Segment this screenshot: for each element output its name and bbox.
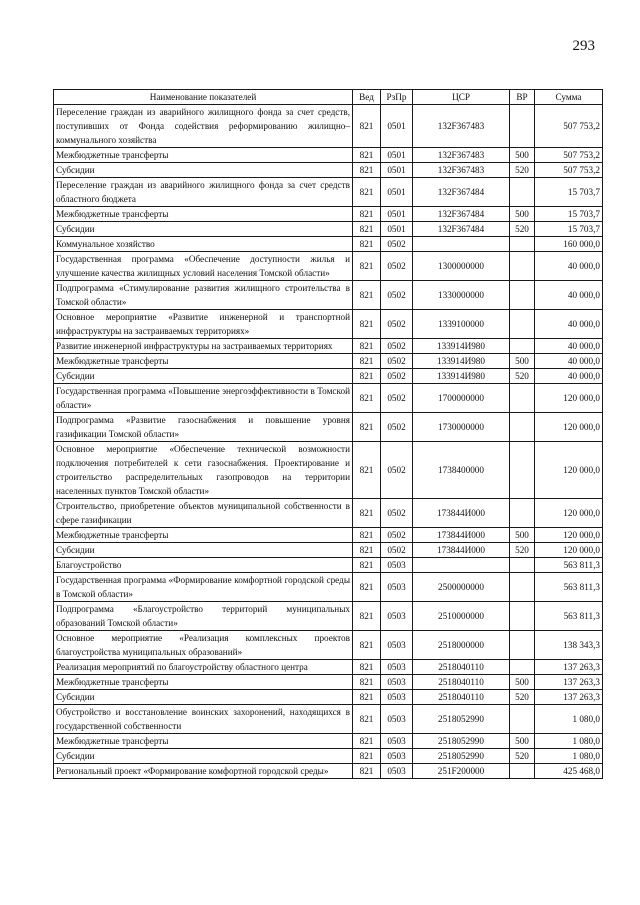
cell-name: Основное мероприятие «Обеспечение технической возможности подключения потребителей к сети газоснабжения. Проектирование и строительство распределительных газопроводов на территории населенных пунктов Томской области» — [54, 442, 353, 499]
cell-sum: 15 703,7 — [535, 222, 603, 237]
cell-csr: 1330000000 — [413, 281, 510, 310]
table-row — [54, 558, 603, 573]
cell-ved: 821 — [353, 660, 381, 675]
cell-sum: 15 703,7 — [535, 178, 603, 207]
cell-sum: 563 811,3 — [535, 573, 603, 602]
table-row — [54, 442, 603, 499]
cell-csr: 133914И980 — [413, 369, 510, 384]
cell-name: Переселение граждан из аварийного жилищного фонда за счет средств, поступивших от Фонда содействия реформированию жилищно–коммунального хозяйства — [54, 105, 353, 148]
cell-csr: 2518000000 — [413, 631, 510, 660]
cell-vr: 520 — [510, 543, 535, 558]
cell-vr — [510, 339, 535, 354]
cell-rzpr: 0501 — [381, 105, 413, 148]
table-row — [54, 528, 603, 543]
cell-rzpr: 0502 — [381, 252, 413, 281]
cell-sum: 120 000,0 — [535, 413, 603, 442]
header-row — [54, 90, 603, 105]
cell-csr: 251F200000 — [413, 764, 510, 779]
cell-ved: 821 — [353, 237, 381, 252]
table-row — [54, 690, 603, 705]
cell-name: Основное мероприятие «Развитие инженерной и транспортной инфраструктуры на застраиваемых территориях» — [54, 310, 353, 339]
cell-ved: 821 — [353, 749, 381, 764]
cell-ved: 821 — [353, 499, 381, 528]
cell-name: Региональный проект «Формирование комфортной городской среды» — [54, 764, 353, 779]
cell-csr: 132F367484 — [413, 178, 510, 207]
table-row — [54, 222, 603, 237]
cell-vr: 500 — [510, 207, 535, 222]
cell-ved: 821 — [353, 573, 381, 602]
cell-name: Субсидии — [54, 690, 353, 705]
cell-sum: 1 080,0 — [535, 705, 603, 734]
table-row — [54, 602, 603, 631]
cell-vr: 500 — [510, 148, 535, 163]
cell-name: Реализация мероприятий по благоустройству областного центра — [54, 660, 353, 675]
cell-vr: 520 — [510, 369, 535, 384]
cell-sum: 1 080,0 — [535, 749, 603, 764]
cell-rzpr: 0501 — [381, 148, 413, 163]
cell-ved: 821 — [353, 222, 381, 237]
table-row — [54, 631, 603, 660]
cell-rzpr: 0501 — [381, 222, 413, 237]
header-ved: Вед — [353, 90, 381, 105]
cell-ved: 821 — [353, 413, 381, 442]
cell-sum: 120 000,0 — [535, 528, 603, 543]
table-row — [54, 354, 603, 369]
cell-csr: 2500000000 — [413, 573, 510, 602]
cell-ved: 821 — [353, 764, 381, 779]
cell-sum: 137 263,3 — [535, 675, 603, 690]
cell-sum: 120 000,0 — [535, 543, 603, 558]
cell-name: Субсидии — [54, 222, 353, 237]
cell-name: Основное мероприятие «Реализация комплексных проектов благоустройства муниципальных образований» — [54, 631, 353, 660]
table-row — [54, 543, 603, 558]
cell-name: Подпрограмма «Стимулирование развития жилищного строительства в Томской области» — [54, 281, 353, 310]
cell-vr — [510, 764, 535, 779]
cell-name: Подпрограмма «Развитие газоснабжения и повышение уровня газификации Томской области» — [54, 413, 353, 442]
cell-ved: 821 — [353, 543, 381, 558]
cell-ved: 821 — [353, 631, 381, 660]
table-row — [54, 369, 603, 384]
table-row — [54, 148, 603, 163]
table-row — [54, 764, 603, 779]
cell-sum: 425 468,0 — [535, 764, 603, 779]
table-row — [54, 339, 603, 354]
cell-ved: 821 — [353, 558, 381, 573]
cell-csr: 2518040110 — [413, 675, 510, 690]
cell-name: Межбюджетные трансферты — [54, 734, 353, 749]
cell-vr — [510, 631, 535, 660]
cell-vr: 520 — [510, 690, 535, 705]
cell-rzpr: 0502 — [381, 543, 413, 558]
cell-ved: 821 — [353, 207, 381, 222]
cell-name: Государственная программа «Обеспечение доступности жилья и улучшение качества жилищных условий населения Томской области» — [54, 252, 353, 281]
cell-vr — [510, 499, 535, 528]
cell-name: Межбюджетные трансферты — [54, 528, 353, 543]
table-row — [54, 237, 603, 252]
cell-vr: 500 — [510, 675, 535, 690]
cell-vr — [510, 252, 535, 281]
cell-ved: 821 — [353, 675, 381, 690]
table-row — [54, 675, 603, 690]
table-header — [54, 90, 603, 105]
cell-ved: 821 — [353, 310, 381, 339]
cell-sum: 507 753,2 — [535, 105, 603, 148]
cell-vr — [510, 413, 535, 442]
cell-csr: 2510000000 — [413, 602, 510, 631]
table-row — [54, 705, 603, 734]
table-row — [54, 207, 603, 222]
cell-csr: 132F367483 — [413, 105, 510, 148]
cell-csr: 2518040110 — [413, 690, 510, 705]
cell-vr: 500 — [510, 734, 535, 749]
cell-csr: 132F367484 — [413, 222, 510, 237]
cell-rzpr: 0502 — [381, 369, 413, 384]
cell-name: Межбюджетные трансферты — [54, 148, 353, 163]
cell-ved: 821 — [353, 163, 381, 178]
cell-sum: 563 811,3 — [535, 602, 603, 631]
cell-rzpr: 0502 — [381, 384, 413, 413]
cell-ved: 821 — [353, 105, 381, 148]
cell-sum: 138 343,3 — [535, 631, 603, 660]
cell-csr: 2518052990 — [413, 734, 510, 749]
cell-ved: 821 — [353, 690, 381, 705]
cell-name: Субсидии — [54, 543, 353, 558]
cell-sum: 563 811,3 — [535, 558, 603, 573]
cell-rzpr: 0502 — [381, 354, 413, 369]
cell-name: Обустройство и восстановление воинских захоронений, находящихся в государственной собственности — [54, 705, 353, 734]
cell-name: Межбюджетные трансферты — [54, 207, 353, 222]
cell-rzpr: 0501 — [381, 163, 413, 178]
cell-csr: 173844И000 — [413, 499, 510, 528]
table-row — [54, 413, 603, 442]
cell-rzpr: 0503 — [381, 734, 413, 749]
header-csr: ЦСР — [413, 90, 510, 105]
cell-ved: 821 — [353, 734, 381, 749]
cell-rzpr: 0503 — [381, 558, 413, 573]
cell-csr: 133914И980 — [413, 354, 510, 369]
header-vr: ВР — [510, 90, 535, 105]
cell-vr — [510, 178, 535, 207]
cell-name: Межбюджетные трансферты — [54, 675, 353, 690]
cell-ved: 821 — [353, 252, 381, 281]
cell-sum: 15 703,7 — [535, 207, 603, 222]
cell-sum: 507 753,2 — [535, 163, 603, 178]
header-sum: Сумма — [535, 90, 603, 105]
cell-csr: 173844И000 — [413, 528, 510, 543]
cell-sum: 40 000,0 — [535, 310, 603, 339]
cell-rzpr: 0502 — [381, 310, 413, 339]
cell-sum: 40 000,0 — [535, 252, 603, 281]
cell-rzpr: 0503 — [381, 631, 413, 660]
cell-vr — [510, 442, 535, 499]
table-row — [54, 252, 603, 281]
cell-name: Государственная программа «Повышение энергоэффективности в Томской области» — [54, 384, 353, 413]
cell-csr: 1300000000 — [413, 252, 510, 281]
cell-sum: 120 000,0 — [535, 384, 603, 413]
cell-rzpr: 0503 — [381, 690, 413, 705]
table-row — [54, 499, 603, 528]
cell-csr: 1738400000 — [413, 442, 510, 499]
cell-ved: 821 — [353, 442, 381, 499]
cell-rzpr: 0501 — [381, 178, 413, 207]
cell-name: Межбюджетные трансферты — [54, 354, 353, 369]
cell-vr — [510, 281, 535, 310]
table-row — [54, 178, 603, 207]
cell-csr: 1700000000 — [413, 384, 510, 413]
cell-name: Субсидии — [54, 369, 353, 384]
cell-vr: 520 — [510, 222, 535, 237]
cell-sum: 137 263,3 — [535, 660, 603, 675]
cell-rzpr: 0502 — [381, 413, 413, 442]
cell-rzpr: 0502 — [381, 499, 413, 528]
cell-rzpr: 0503 — [381, 764, 413, 779]
cell-ved: 821 — [353, 148, 381, 163]
cell-csr: 2518052990 — [413, 749, 510, 764]
cell-vr — [510, 602, 535, 631]
cell-csr: 1730000000 — [413, 413, 510, 442]
cell-csr: 173844И000 — [413, 543, 510, 558]
cell-name: Коммунальное хозяйство — [54, 237, 353, 252]
cell-rzpr: 0502 — [381, 528, 413, 543]
cell-sum: 40 000,0 — [535, 281, 603, 310]
budget-table — [53, 89, 603, 779]
cell-csr: 1339100000 — [413, 310, 510, 339]
cell-csr — [413, 558, 510, 573]
cell-vr — [510, 237, 535, 252]
table-row — [54, 384, 603, 413]
cell-vr: 500 — [510, 528, 535, 543]
cell-vr — [510, 660, 535, 675]
cell-vr: 520 — [510, 749, 535, 764]
cell-ved: 821 — [353, 178, 381, 207]
table-row — [54, 734, 603, 749]
cell-ved: 821 — [353, 528, 381, 543]
cell-ved: 821 — [353, 281, 381, 310]
cell-vr — [510, 573, 535, 602]
cell-csr: 132F367483 — [413, 163, 510, 178]
cell-sum: 160 000,0 — [535, 237, 603, 252]
table-row — [54, 573, 603, 602]
table-row — [54, 660, 603, 675]
cell-name: Благоустройство — [54, 558, 353, 573]
table-body — [54, 105, 603, 779]
cell-ved: 821 — [353, 705, 381, 734]
cell-rzpr: 0503 — [381, 660, 413, 675]
cell-rzpr: 0501 — [381, 207, 413, 222]
cell-vr — [510, 310, 535, 339]
cell-rzpr: 0502 — [381, 442, 413, 499]
page-number: 293 — [572, 38, 595, 54]
table-row — [54, 105, 603, 148]
table-row — [54, 281, 603, 310]
cell-name: Развитие инженерной инфраструктуры на застраиваемых территориях — [54, 339, 353, 354]
cell-sum: 120 000,0 — [535, 442, 603, 499]
cell-csr: 132F367483 — [413, 148, 510, 163]
cell-csr: 2518040110 — [413, 660, 510, 675]
cell-vr: 520 — [510, 163, 535, 178]
cell-rzpr: 0502 — [381, 281, 413, 310]
cell-sum: 40 000,0 — [535, 339, 603, 354]
cell-rzpr: 0503 — [381, 573, 413, 602]
cell-csr: 2518052990 — [413, 705, 510, 734]
cell-rzpr: 0503 — [381, 602, 413, 631]
cell-sum: 1 080,0 — [535, 734, 603, 749]
header-name: Наименование показателей — [54, 90, 353, 105]
table-row — [54, 310, 603, 339]
table-row — [54, 749, 603, 764]
header-rzpr: РзПр — [381, 90, 413, 105]
cell-csr — [413, 237, 510, 252]
cell-sum: 40 000,0 — [535, 354, 603, 369]
cell-sum: 137 263,3 — [535, 690, 603, 705]
cell-ved: 821 — [353, 369, 381, 384]
cell-ved: 821 — [353, 354, 381, 369]
cell-name: Строительство, приобретение объектов муниципальной собственности в сфере газификации — [54, 499, 353, 528]
cell-vr: 500 — [510, 354, 535, 369]
cell-vr — [510, 105, 535, 148]
cell-vr — [510, 384, 535, 413]
cell-name: Субсидии — [54, 163, 353, 178]
cell-vr — [510, 558, 535, 573]
cell-rzpr: 0502 — [381, 339, 413, 354]
cell-sum: 507 753,2 — [535, 148, 603, 163]
table-row — [54, 163, 603, 178]
cell-sum: 120 000,0 — [535, 499, 603, 528]
cell-name: Подпрограмма «Благоустройство территорий муниципальных образований Томской области» — [54, 602, 353, 631]
cell-ved: 821 — [353, 602, 381, 631]
cell-csr: 133914И980 — [413, 339, 510, 354]
cell-rzpr: 0503 — [381, 675, 413, 690]
cell-csr: 132F367484 — [413, 207, 510, 222]
cell-ved: 821 — [353, 339, 381, 354]
cell-vr — [510, 705, 535, 734]
cell-rzpr: 0503 — [381, 749, 413, 764]
cell-ved: 821 — [353, 384, 381, 413]
cell-name: Переселение граждан из аварийного жилищного фонда за счет средств областного бюджета — [54, 178, 353, 207]
cell-name: Субсидии — [54, 749, 353, 764]
cell-rzpr: 0502 — [381, 237, 413, 252]
cell-rzpr: 0503 — [381, 705, 413, 734]
cell-name: Государственная программа «Формирование комфортной городской среды в Томской области» — [54, 573, 353, 602]
cell-sum: 40 000,0 — [535, 369, 603, 384]
